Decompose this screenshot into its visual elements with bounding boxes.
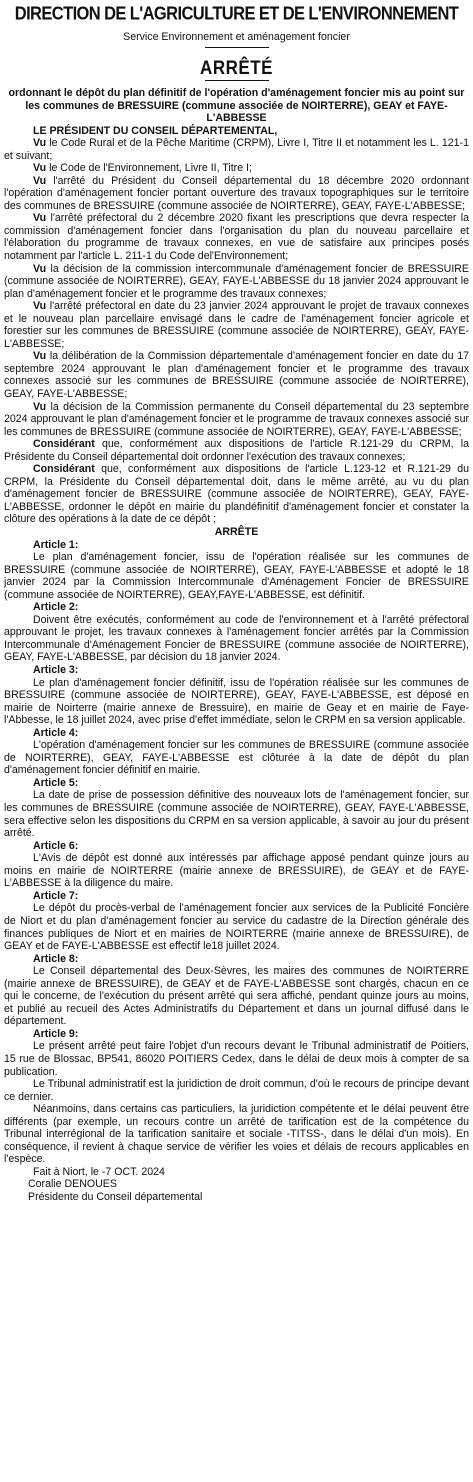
consideration-lead: Vu — [33, 174, 47, 187]
legal-notice — [4, 0, 469, 1204]
article-title: Article 6: — [33, 839, 79, 852]
directorate-title: DIRECTION DE L'AGRICULTURE ET DE L'ENVIRONNEMENT — [14, 3, 459, 25]
consideration-lead: Considérant — [33, 438, 95, 451]
consideration-text: l'arrêté préfectoral du 2 décembre 2020 fixant les prescriptions que devra respecter la commission d'aménagement foncier dans l'organisation du plan du nouveau parcellaire et l'élaboration du programme de travaux connexes, en vue de satisfaire aux principes posés notamment par l'article L. 211-1 du Code del'Environnement; — [4, 212, 469, 262]
article-paragraph: Néanmoins, dans certains cas particuliers, la juridiction compétente et le délai peuvent être différents (par exemple, un recours contre un arrêté de tarification est de la compétence du Tribunal interrégional de la tarification sanitaire et sociale -TITSS-, dans le délai d'un mois). En conséquence, il revient à chaque service de vérifier les voies et délais de recours applicables en l'espèce. — [4, 1103, 469, 1166]
president-heading: LE PRÉSIDENT DU CONSEIL DÉPARTEMENTAL, — [33, 124, 278, 137]
article-paragraph: L'opération d'aménagement foncier sur les communes de BRESSUIRE (commune associée de NOIRTERRE), GEAY, FAYE-L'ABBESSE est clôturée à la date de dépôt du plan d'aménagement foncier définitif en mairie. — [4, 739, 469, 777]
consideration-lead: Vu — [33, 262, 47, 275]
consideration-item — [4, 438, 469, 463]
article-paragraph: Le plan d'aménagement foncier définitif, issu de l'opération réalisée sur les communes de BRESSUIRE (commune associée de NOIRTERRE), GEAY, FAYE-L'ABBESSE, est déposé en mairie de Noirterre (mairie annexe de Bressuire), en mairie de Geay et en mairie de Faye-l'Abbesse, le 18 juillet 2024, avec prise d'effet immédiate, selon le CRPM en sa version applicable. — [4, 676, 469, 727]
article-title: Article 1: — [33, 538, 79, 551]
consideration-item — [4, 175, 469, 213]
consideration-lead: Vu — [33, 300, 47, 313]
consideration-lead: Vu — [33, 400, 47, 413]
consideration-text: la délibération de la Commission départementale d'aménagement foncier en date du 17 septembre 2024 approuvant le plan d'aménagement foncier et le programme des travaux connexes associé sur les communes de BRESSUIRE (commune associée de NOIRTERRE), GEAY, FAYE-L'ABBESSE; — [4, 350, 469, 400]
consideration-item — [4, 463, 469, 526]
document-type: ARRÊTÉ — [200, 56, 273, 79]
signatory-role: Présidente du Conseil départemental — [28, 1190, 203, 1203]
consideration-item — [4, 300, 469, 350]
article-title: Article 4: — [33, 726, 79, 739]
articles-list — [4, 539, 469, 1166]
article-title: Article 8: — [33, 952, 79, 965]
consideration-lead: Vu — [33, 350, 47, 363]
consideration-item — [4, 263, 469, 301]
consideration-text: le Code Rural et de la Pêche Maritime (CRPM), Livre I, Titre II et notamment les L. 121-1 et suivant; — [4, 137, 469, 162]
article-paragraph: Le présent arrêté peut faire l'objet d'un recours devant le Tribunal administratif de Poitiers, 15 rue de Blossac, BP541, 86020 POITIERS Cedex, dans le délai de deux mois à compter de sa publication. — [4, 1040, 469, 1078]
article-paragraph: Le Tribunal administratif est la juridiction de droit commun, d'où le recours de principe devant ce dernier. — [4, 1078, 469, 1103]
consideration-text: l'arrêté préfectoral en date du 23 janvier 2024 approuvant le projet de travaux connexes et le nouveau plan parcellaire envisagé dans le cadre de l'aménagement foncier agricole et forestier sur les communes de BRESSUIRE (commune associée de NOIRTERRE), GEAY, FAYE-L'ABBESSE; — [4, 300, 469, 350]
article-paragraph: Le dépôt du procès-verbal de l'aménagement foncier aux services de la Publicité Foncière de Niort et du plan d'aménagement foncier au service du cadastre de la Direction générale des finances publiques de Niort et en mairies de NOIRTERRE (mairie annexe de BRESSUIRE), de GEAY et de FAYE-L'ABBESSE est effectif le18 juillet 2024. — [4, 902, 469, 953]
consideration-text: que, conformément aux dispositions de l'article R.121-29 du CRPM, la Présidente du Conseil départemental doit ordonner l'exécution des travaux connexes; — [4, 438, 469, 463]
consideration-item — [4, 137, 469, 162]
article-title: Article 7: — [33, 889, 79, 902]
consideration-lead: Considérant — [33, 463, 95, 476]
signature-block — [4, 1166, 469, 1204]
consideration-lead: Vu — [33, 137, 47, 150]
article-paragraph: Doivent être exécutés, conformément au code de l'environnement et à l'arrêté préfectoral approuvant le projet, les travaux connexes à l'aménagement foncier arrêtés par la Commission Intercommunale d'Aménagement Foncier de BRESSUIRE (commune associée de NOIRTERRE), GEAY, FAYE-L'ABBESSE, par décision du 18 janvier 2024. — [4, 613, 469, 664]
consideration-item — [4, 162, 469, 175]
consideration-lead: Vu — [33, 212, 47, 225]
article-title: Article 5: — [33, 776, 79, 789]
article-title: Article 2: — [33, 601, 79, 614]
article-paragraph: Le plan d'aménagement foncier, issu de l'opération réalisée sur les communes de BRESSUIRE (commune associée de NOIRTERRE), GEAY, FAYE-L'ABBESSE et adopté le 18 janvier 2024 par la Commission Intercommunale d'Aménagement Foncier de BRESSUIRE (commune associée de NOIRTERRE), GEAY,FAYE-L'ABBESSE, est définitif. — [4, 551, 469, 601]
article-title: Article 3: — [33, 664, 79, 677]
article-title: Article 9: — [33, 1027, 79, 1040]
article-paragraph: La date de prise de possession définitive des nouveaux lots de l'aménagement foncier, sur les communes de BRESSUIRE (commune associée de NOIRTERRE), GEAY, FAYE-L'ABBESSE, sera effective selon les dispositions du CRPM en sa version applicable, à savoir au jour du présent arrêté. — [4, 789, 469, 840]
article-paragraph: Le Conseil départemental des Deux-Sèvres, les maires des communes de NOIRTERRE (mairie annexe de BRESSUIRE), de GEAY et de FAYE-L'ABBESSE sont chargés, chacun en ce qui le concerne, de l'exécution du présent arrêté qui sera affiché, pendant quinze jours au moins, et publié au recueil des Actes Administratifs du Département et dans un journal diffusé dans le département. — [4, 965, 469, 1028]
article-paragraph: L'Avis de dépôt est donné aux intéressés par affichage apposé pendant quinze jours au moins en mairie de NOIRTERRE (mairie annexe de BRESSUIRE), de GEAY et de FAYE-L'ABBESSE à la diligence du maire. — [4, 852, 469, 890]
consideration-text: le Code de l'Environnement, Livre II, Titre I; — [46, 162, 252, 175]
consideration-item — [4, 212, 469, 262]
document-subtitle: ordonnant le dépôt du plan définitif de l'opération d'aménagement foncier mis au point sur les communes de BRESSUIRE (commune associée de NOIRTERRE), GEAY et FAYE-L'ABBESSE — [8, 87, 465, 124]
consideration-text: la décision de la commission intercommunale d'aménagement foncier de BRESSUIRE (commune associée de NOIRTERRE), GEAY, FAYE-L'ABBESSE du 18 janvier 2024 approuvant le plan d'aménagement foncier et le programme des travaux connexes; — [4, 262, 469, 300]
considerations-list — [4, 137, 469, 526]
consideration-text: que, conformément aux dispositions de l'article L.123-12 et R.121-29 du CRPM, la Présidente du Conseil départemental doit, dans le même arrêté, au vu du plan d'aménagement foncier de BRESSUIRE (commune associée de NOIRTERRE), GEAY, FAYE-L'ABBESSE, ordonner le dépôt en mairie du plandéfinitif d'aménagement foncier et constater la clôture des opérations à la date de ce dépôt ; — [4, 463, 469, 526]
consideration-text: la décision de la Commission permanente du Conseil départemental du 23 septembre 2024 approuvant le plan d'aménagement foncier et le programme de travaux connexes associé sur les communes de BRESSUIRE (commune associée de NOIRTERRE), GEAY, FAYE-L'ABBESSE; — [4, 400, 469, 438]
consideration-lead: Vu — [33, 162, 47, 175]
consideration-item — [4, 350, 469, 400]
signatory-name: Coralie DENOUES — [28, 1178, 117, 1191]
consideration-item — [4, 401, 469, 439]
consideration-text: l'arrêté du Président du Conseil départemental du 18 décembre 2020 ordonnant l'opération d'aménagement foncier portant ouverture des travaux topographiques sur le territoire des communes de BRESSUIRE (commune associée de NOIRTERRE), GEAY, FAYE-L'ABBESSE; — [4, 174, 469, 212]
divider — [205, 47, 269, 48]
signature-place-date: Fait à Niort, le -7 OCT. 2024 — [33, 1165, 165, 1178]
service-name: Service Environnement et aménagement foncier — [123, 31, 350, 43]
arrete-heading: ARRÊTE — [214, 526, 259, 538]
